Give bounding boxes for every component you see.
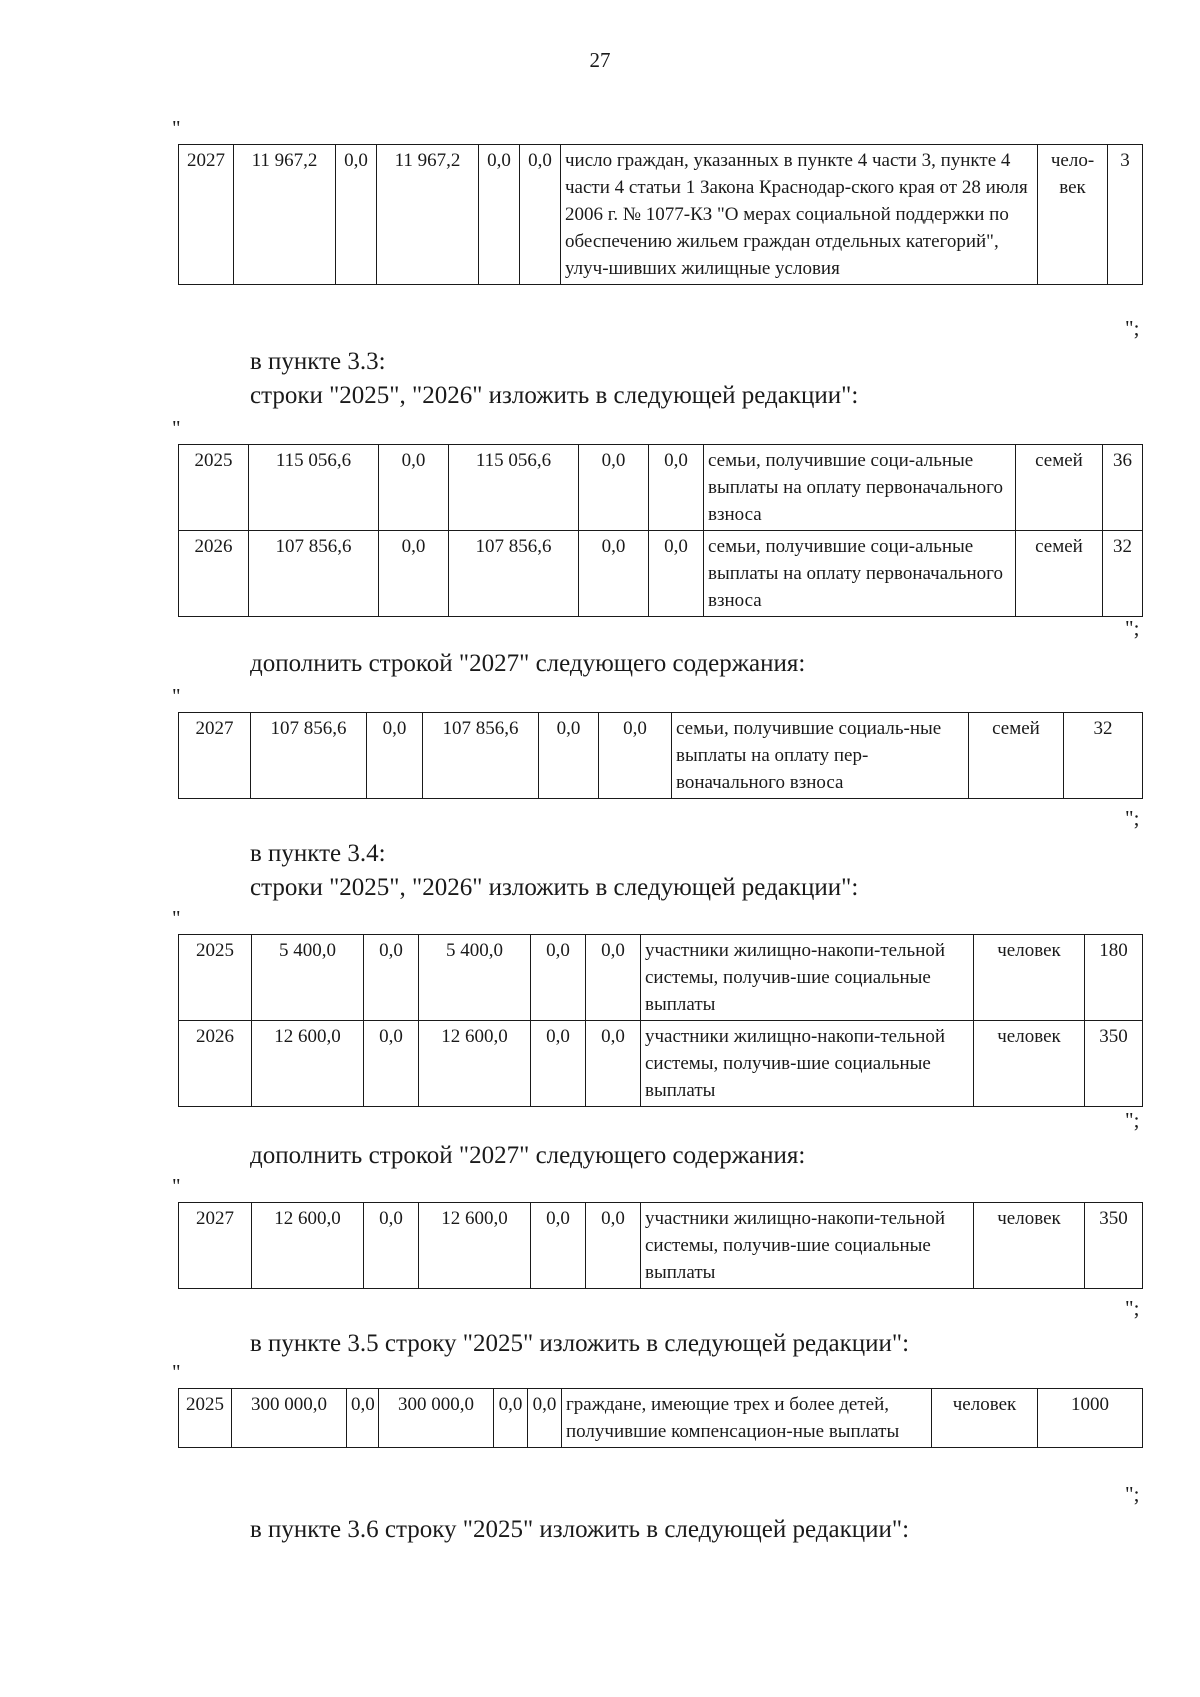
value-cell: 0,0 bbox=[347, 1389, 379, 1448]
description-cell: участники жилищно-накопи-тельной системы, получив-шие социальные выплаты bbox=[641, 935, 974, 1021]
table-5 bbox=[178, 1202, 1143, 1289]
value-cell: 0,0 bbox=[649, 531, 704, 617]
unit-cell: человек bbox=[932, 1389, 1038, 1448]
table-row bbox=[179, 445, 1143, 531]
close-quote: "; bbox=[1125, 806, 1140, 830]
year-cell: 2025 bbox=[179, 445, 249, 531]
indicator-cell: 1000 bbox=[1038, 1389, 1143, 1448]
description-cell: участники жилищно-накопи-тельной системы, получив-шие социальные выплаты bbox=[641, 1203, 974, 1289]
value-cell: 0,0 bbox=[579, 445, 649, 531]
table-row bbox=[179, 713, 1143, 799]
total-cell: 107 856,6 bbox=[249, 531, 379, 617]
close-quote: "; bbox=[1125, 1482, 1140, 1506]
year-cell: 2025 bbox=[179, 1389, 232, 1448]
value-cell: 0,0 bbox=[479, 145, 520, 285]
unit-cell: человек bbox=[974, 1203, 1085, 1289]
value-cell: 0,0 bbox=[539, 713, 599, 799]
add-2027-text: дополнить строкой "2027" следующего содержания: bbox=[250, 650, 806, 677]
value-cell: 0,0 bbox=[367, 713, 423, 799]
total-cell: 5 400,0 bbox=[252, 935, 364, 1021]
section-3-3-heading: в пункте 3.3: bbox=[250, 348, 386, 375]
total-cell: 11 967,2 bbox=[234, 145, 336, 285]
description-cell: число граждан, указанных в пункте 4 части 3, пункте 4 части 4 статьи 1 Закона Краснодар-ского края от 28 июля 2006 г. № 1077-КЗ "О мерах социальной поддержки по обеспечению жильем граждан отдельных категорий", улуч-шивших жилищные условия bbox=[561, 145, 1038, 285]
table-row bbox=[179, 1021, 1143, 1107]
close-quote: "; bbox=[1125, 1108, 1140, 1132]
total-cell: 107 856,6 bbox=[251, 713, 367, 799]
table-4 bbox=[178, 934, 1143, 1107]
table-row bbox=[179, 1389, 1143, 1448]
table-row bbox=[179, 531, 1143, 617]
section-3-6-text: в пункте 3.6 строку "2025" изложить в следующей редакции": bbox=[250, 1516, 910, 1543]
description-cell: семьи, получившие соци-альные выплаты на оплату первоначального взноса bbox=[704, 531, 1016, 617]
table-6 bbox=[178, 1388, 1143, 1448]
year-cell: 2027 bbox=[179, 713, 251, 799]
unit-cell: человек bbox=[974, 1021, 1085, 1107]
value-cell: 0,0 bbox=[586, 1203, 641, 1289]
section-3-4-text: строки "2025", "2026" изложить в следующей редакции": bbox=[250, 874, 859, 901]
value-cell: 0,0 bbox=[520, 145, 561, 285]
value-cell: 300 000,0 bbox=[379, 1389, 494, 1448]
year-cell: 2025 bbox=[179, 935, 252, 1021]
unit-cell: человек bbox=[974, 935, 1085, 1021]
year-cell: 2027 bbox=[179, 1203, 252, 1289]
value-cell: 0,0 bbox=[336, 145, 377, 285]
open-quote: " bbox=[172, 684, 181, 708]
value-cell: 107 856,6 bbox=[449, 531, 579, 617]
value-cell: 0,0 bbox=[586, 935, 641, 1021]
value-cell: 0,0 bbox=[364, 1203, 419, 1289]
value-cell: 0,0 bbox=[531, 1021, 586, 1107]
description-cell: участники жилищно-накопи-тельной системы, получив-шие социальные выплаты bbox=[641, 1021, 974, 1107]
open-quote: " bbox=[172, 1360, 181, 1384]
value-cell: 12 600,0 bbox=[419, 1203, 531, 1289]
unit-cell: семей bbox=[1016, 445, 1103, 531]
page-number: 27 bbox=[589, 48, 611, 72]
value-cell: 0,0 bbox=[364, 935, 419, 1021]
open-quote: " bbox=[172, 1174, 181, 1198]
value-cell: 115 056,6 bbox=[449, 445, 579, 531]
value-cell: 12 600,0 bbox=[419, 1021, 531, 1107]
open-quote: " bbox=[172, 906, 181, 930]
indicator-cell: 36 bbox=[1103, 445, 1143, 531]
close-quote: "; bbox=[1125, 616, 1140, 640]
description-cell: семьи, получившие соци-альные выплаты на оплату первоначального взноса bbox=[704, 445, 1016, 531]
year-cell: 2026 bbox=[179, 1021, 252, 1107]
close-quote: "; bbox=[1125, 1296, 1140, 1320]
section-3-4-heading: в пункте 3.4: bbox=[250, 840, 386, 867]
close-quote: "; bbox=[1125, 316, 1140, 340]
table-2 bbox=[178, 444, 1143, 617]
unit-cell: чело-век bbox=[1038, 145, 1108, 285]
table-row bbox=[179, 1203, 1143, 1289]
value-cell: 5 400,0 bbox=[419, 935, 531, 1021]
value-cell: 11 967,2 bbox=[377, 145, 479, 285]
total-cell: 300 000,0 bbox=[232, 1389, 347, 1448]
description-cell: семьи, получившие социаль-ные выплаты на оплату пер-воначального взноса bbox=[672, 713, 969, 799]
section-3-5-text: в пункте 3.5 строку "2025" изложить в следующей редакции": bbox=[250, 1330, 910, 1357]
value-cell: 0,0 bbox=[531, 935, 586, 1021]
value-cell: 0,0 bbox=[528, 1389, 562, 1448]
year-cell: 2026 bbox=[179, 531, 249, 617]
indicator-cell: 32 bbox=[1064, 713, 1143, 799]
section-3-3-text: строки "2025", "2026" изложить в следующей редакции": bbox=[250, 382, 859, 409]
table-3 bbox=[178, 712, 1143, 799]
table-row bbox=[179, 145, 1143, 285]
indicator-cell: 3 bbox=[1108, 145, 1143, 285]
add-2027-text: дополнить строкой "2027" следующего содержания: bbox=[250, 1142, 806, 1169]
table-row bbox=[179, 935, 1143, 1021]
indicator-cell: 350 bbox=[1085, 1021, 1143, 1107]
unit-cell: семей bbox=[969, 713, 1064, 799]
value-cell: 0,0 bbox=[494, 1389, 528, 1448]
total-cell: 12 600,0 bbox=[252, 1021, 364, 1107]
value-cell: 0,0 bbox=[599, 713, 672, 799]
indicator-cell: 350 bbox=[1085, 1203, 1143, 1289]
table-1 bbox=[178, 144, 1143, 285]
total-cell: 115 056,6 bbox=[249, 445, 379, 531]
value-cell: 0,0 bbox=[379, 531, 449, 617]
value-cell: 0,0 bbox=[531, 1203, 586, 1289]
value-cell: 0,0 bbox=[579, 531, 649, 617]
unit-cell: семей bbox=[1016, 531, 1103, 617]
indicator-cell: 32 bbox=[1103, 531, 1143, 617]
value-cell: 0,0 bbox=[649, 445, 704, 531]
indicator-cell: 180 bbox=[1085, 935, 1143, 1021]
value-cell: 107 856,6 bbox=[423, 713, 539, 799]
total-cell: 12 600,0 bbox=[252, 1203, 364, 1289]
description-cell: граждане, имеющие трех и более детей, получившие компенсацион-ные выплаты bbox=[562, 1389, 932, 1448]
year-cell: 2027 bbox=[179, 145, 234, 285]
open-quote: " bbox=[172, 416, 181, 440]
value-cell: 0,0 bbox=[379, 445, 449, 531]
value-cell: 0,0 bbox=[586, 1021, 641, 1107]
open-quote: " bbox=[172, 116, 181, 140]
value-cell: 0,0 bbox=[364, 1021, 419, 1107]
